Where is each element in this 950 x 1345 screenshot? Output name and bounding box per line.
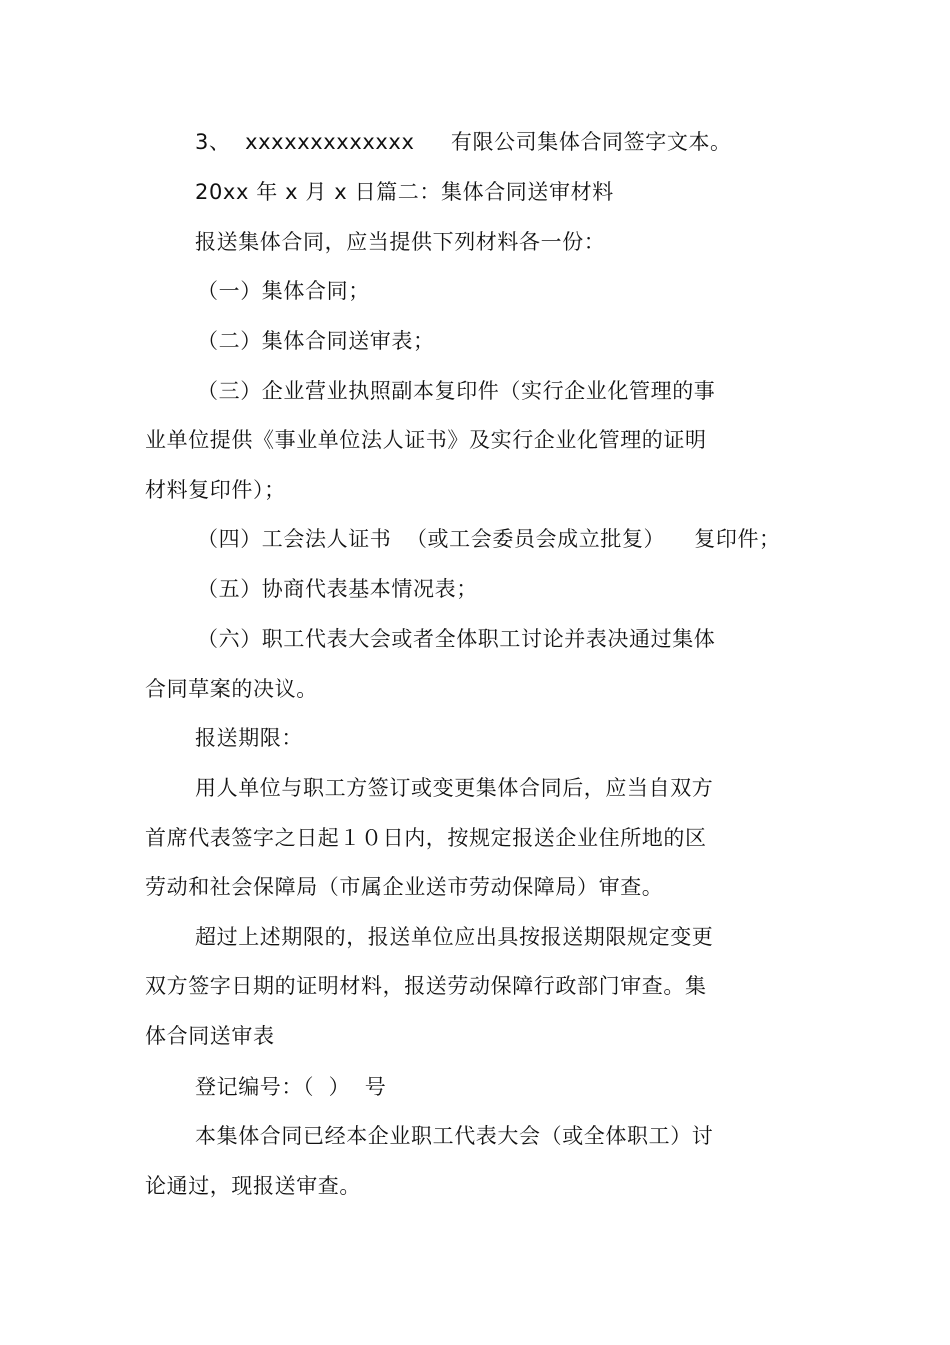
text-line: （一）集体合同； (197, 279, 370, 303)
text-line: 报送期限： (195, 726, 303, 750)
text-line: 报送集体合同，应当提供下列材料各一份： (195, 230, 606, 254)
text-line: 业单位提供《事业单位法人证书》及实行企业化管理的证明 (145, 428, 707, 452)
text-line: 3、 xxxxxxxxxxxxx 有限公司集体合同签字文本。 (195, 130, 732, 154)
text-line: 劳动和社会保障局（市属企业送市劳动保障局）审查。 (145, 875, 664, 899)
text-line: 双方签字日期的证明材料，报送劳动保障行政部门审查。集 (145, 974, 707, 998)
text-line: 用人单位与职工方签订或变更集体合同后，应当自双方 (195, 776, 714, 800)
text-line: 20xx 年 x 月 x 日篇二：集体合同送审材料 (195, 180, 614, 204)
text-line: 首席代表签字之日起１０日内，按规定报送企业住所地的区 (145, 826, 707, 850)
text-line: 体合同送审表 (145, 1024, 275, 1048)
text-line: 超过上述期限的，报送单位应出具按报送期限规定变更 (195, 925, 714, 949)
text-line: （三）企业营业执照副本复印件（实行企业化管理的事 (197, 379, 716, 403)
text-line: 论通过，现报送审查。 (145, 1174, 361, 1198)
text-line: （二）集体合同送审表； (197, 329, 435, 353)
text-line: 材料复印件）； (145, 478, 286, 502)
text-line: 登记编号：（ ） 号 (195, 1075, 387, 1099)
text-line: 本集体合同已经本企业职工代表大会（或全体职工）讨 (195, 1124, 714, 1148)
text-line: 合同草案的决议。 (145, 677, 318, 701)
text-line: （六）职工代表大会或者全体职工讨论并表决通过集体 (197, 627, 716, 651)
text-line: （五）协商代表基本情况表； (197, 577, 478, 601)
text-line: （四）工会法人证书 （或工会委员会成立批复） 复印件； (197, 527, 781, 551)
